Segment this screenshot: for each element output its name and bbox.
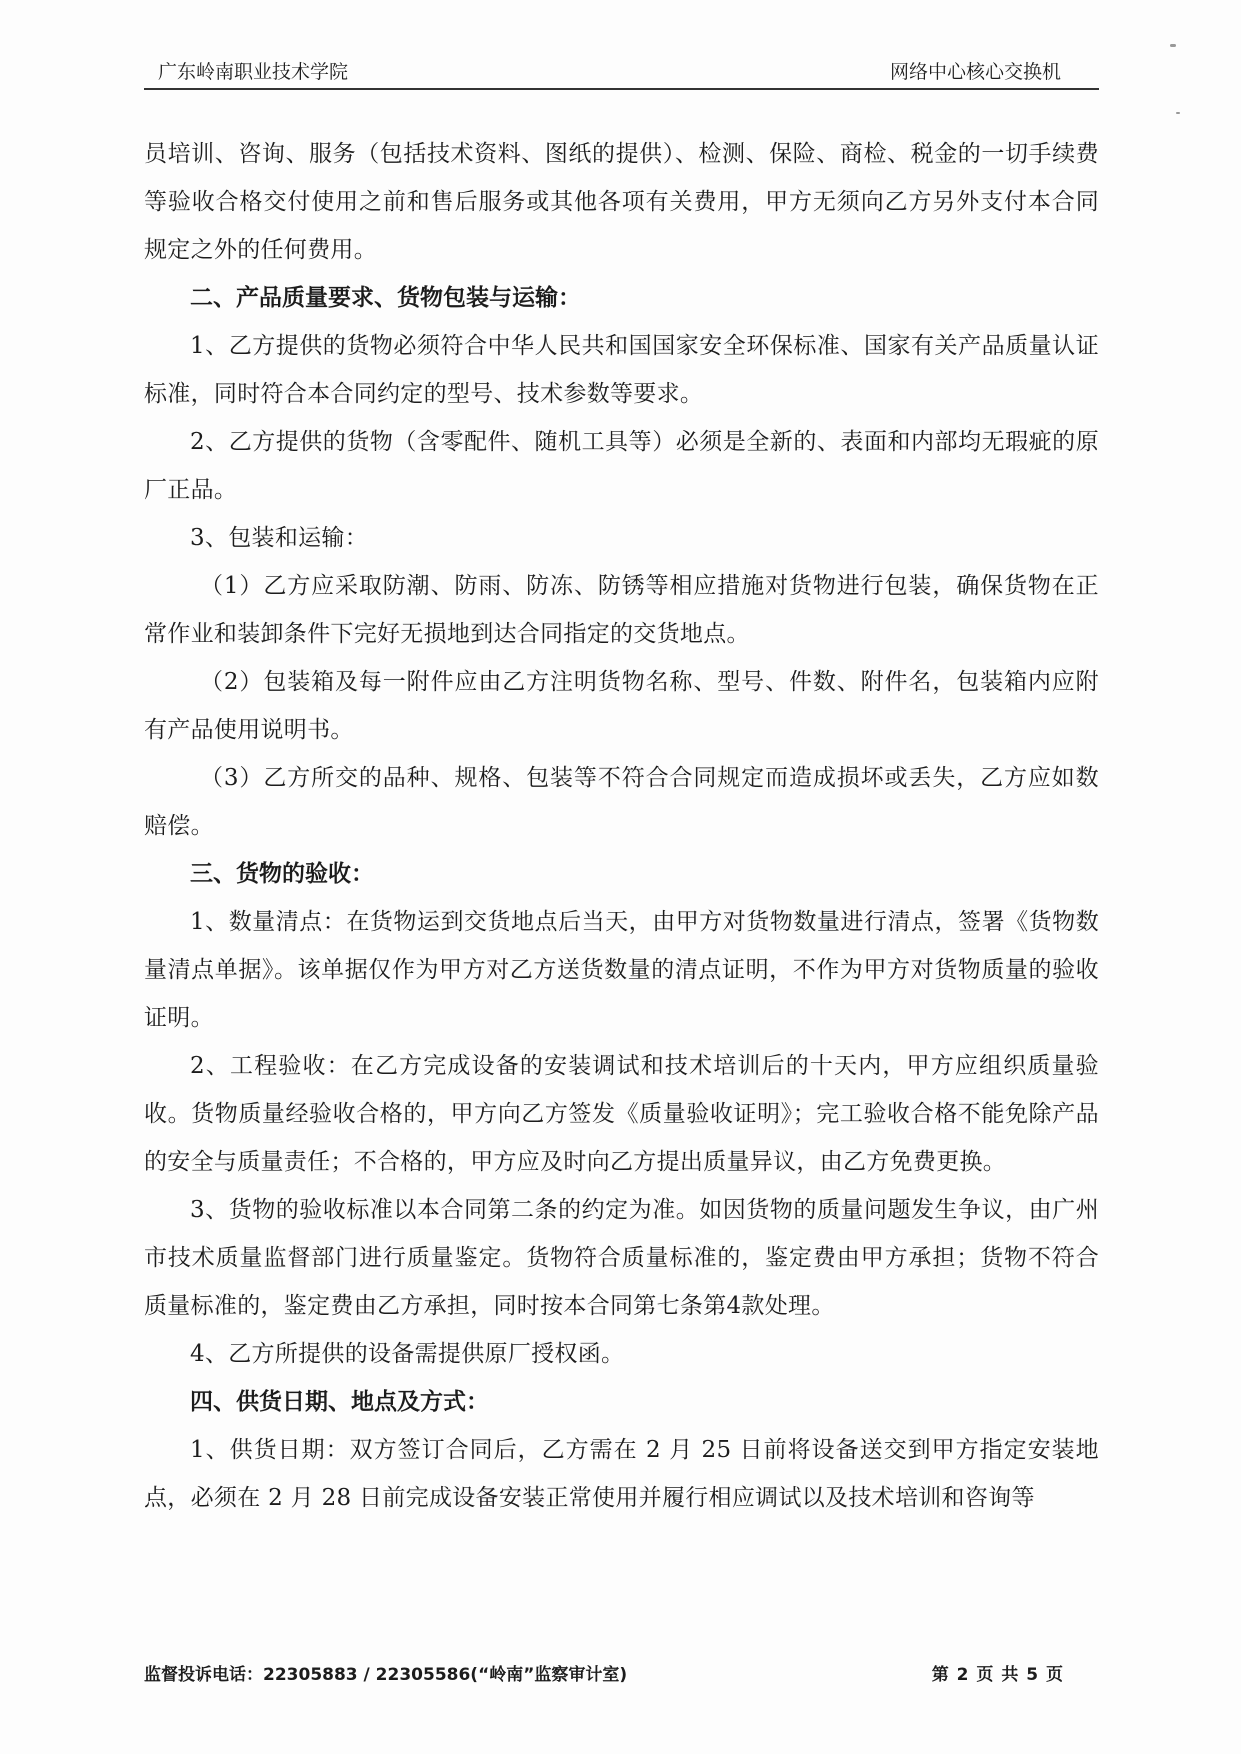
document-body	[144, 130, 1099, 1522]
paragraph-authorization-letter: 4、乙方所提供的设备需提供原厂授权函。	[190, 1341, 625, 1367]
paragraph-packaging-compensation: （3）乙方所交的品种、规格、包装等不符合合同规定而造成损坏或丢失，乙方应如数赔偿。	[144, 765, 1099, 839]
header-institution: 广东岭南职业技术学院	[158, 61, 349, 83]
scan-speck	[1176, 112, 1180, 114]
paragraph-quantity-check: 1、数量清点：在货物运到交货地点后当天，由甲方对货物数量进行清点，签署《货物数量清点单据》。该单据仅作为甲方对乙方送货数量的清点证明，不作为甲方对货物质量的验收证明。	[144, 909, 1099, 1031]
paragraph-costs-continued: 员培训、咨询、服务（包括技术资料、图纸的提供）、检测、保险、商检、税金的一切手续费等验收合格交付使用之前和售后服务或其他各项有关费用，甲方无须向乙方另外支付本合同规定之外的任何费用。	[144, 141, 1099, 263]
paragraph-quality-standards: 1、乙方提供的货物必须符合中华人民共和国国家安全环保标准、国家有关产品质量认证标准，同时符合本合同约定的型号、技术参数等要求。	[144, 333, 1099, 407]
page-header	[144, 58, 1099, 90]
paragraph-packaging-protection: （1）乙方应采取防潮、防雨、防冻、防锈等相应措施对货物进行包装，确保货物在正常作业和装卸条件下完好无损地到达合同指定的交货地点。	[144, 573, 1099, 647]
header-project-title: 网络中心核心交换机	[889, 61, 1061, 83]
scan-speck	[1170, 44, 1176, 47]
paragraph-packaging-labels: （2）包装箱及每一附件应由乙方注明货物名称、型号、件数、附件名，包装箱内应附有产品使用说明书。	[144, 669, 1099, 743]
paragraph-delivery-date: 1、供货日期：双方签订合同后，乙方需在 2 月 25 日前将设备送交到甲方指定安装地点，必须在 2 月 28 日前完成设备安装正常使用并履行相应调试以及技术培训和咨询等	[144, 1437, 1099, 1511]
section-heading-quality: 二、产品质量要求、货物包装与运输：	[190, 285, 581, 311]
footer-page-number: 第 2 页 共 5 页	[931, 1665, 1064, 1685]
paragraph-engineering-acceptance: 2、工程验收：在乙方完成设备的安装调试和技术培训后的十天内，甲方应组织质量验收。货物质量经验收合格的，甲方向乙方签发《质量验收证明》；完工验收合格不能免除产品的安全与质量责任；不合格的，甲方应及时向乙方提出质量异议，由乙方免费更换。	[144, 1053, 1099, 1175]
section-heading-acceptance: 三、货物的验收：	[190, 861, 374, 887]
footer-complaint-phone: 监督投诉电话：22305883 / 22305586(“岭南”监察审计室)	[144, 1665, 628, 1685]
paragraph-acceptance-standard: 3、货物的验收标准以本合同第二条的约定为准。如因货物的质量问题发生争议，由广州市技术质量监督部门进行质量鉴定。货物符合质量标准的，鉴定费由甲方承担；货物不符合质量标准的，鉴定费由乙方承担，同时按本合同第七条第4款处理。	[144, 1197, 1099, 1319]
paragraph-packaging-heading: 3、包装和运输：	[190, 525, 369, 551]
section-heading-delivery: 四、供货日期、地点及方式：	[190, 1389, 489, 1415]
paragraph-genuine-goods: 2、乙方提供的货物（含零配件、随机工具等）必须是全新的、表面和内部均无瑕疵的原厂正品。	[144, 429, 1099, 503]
